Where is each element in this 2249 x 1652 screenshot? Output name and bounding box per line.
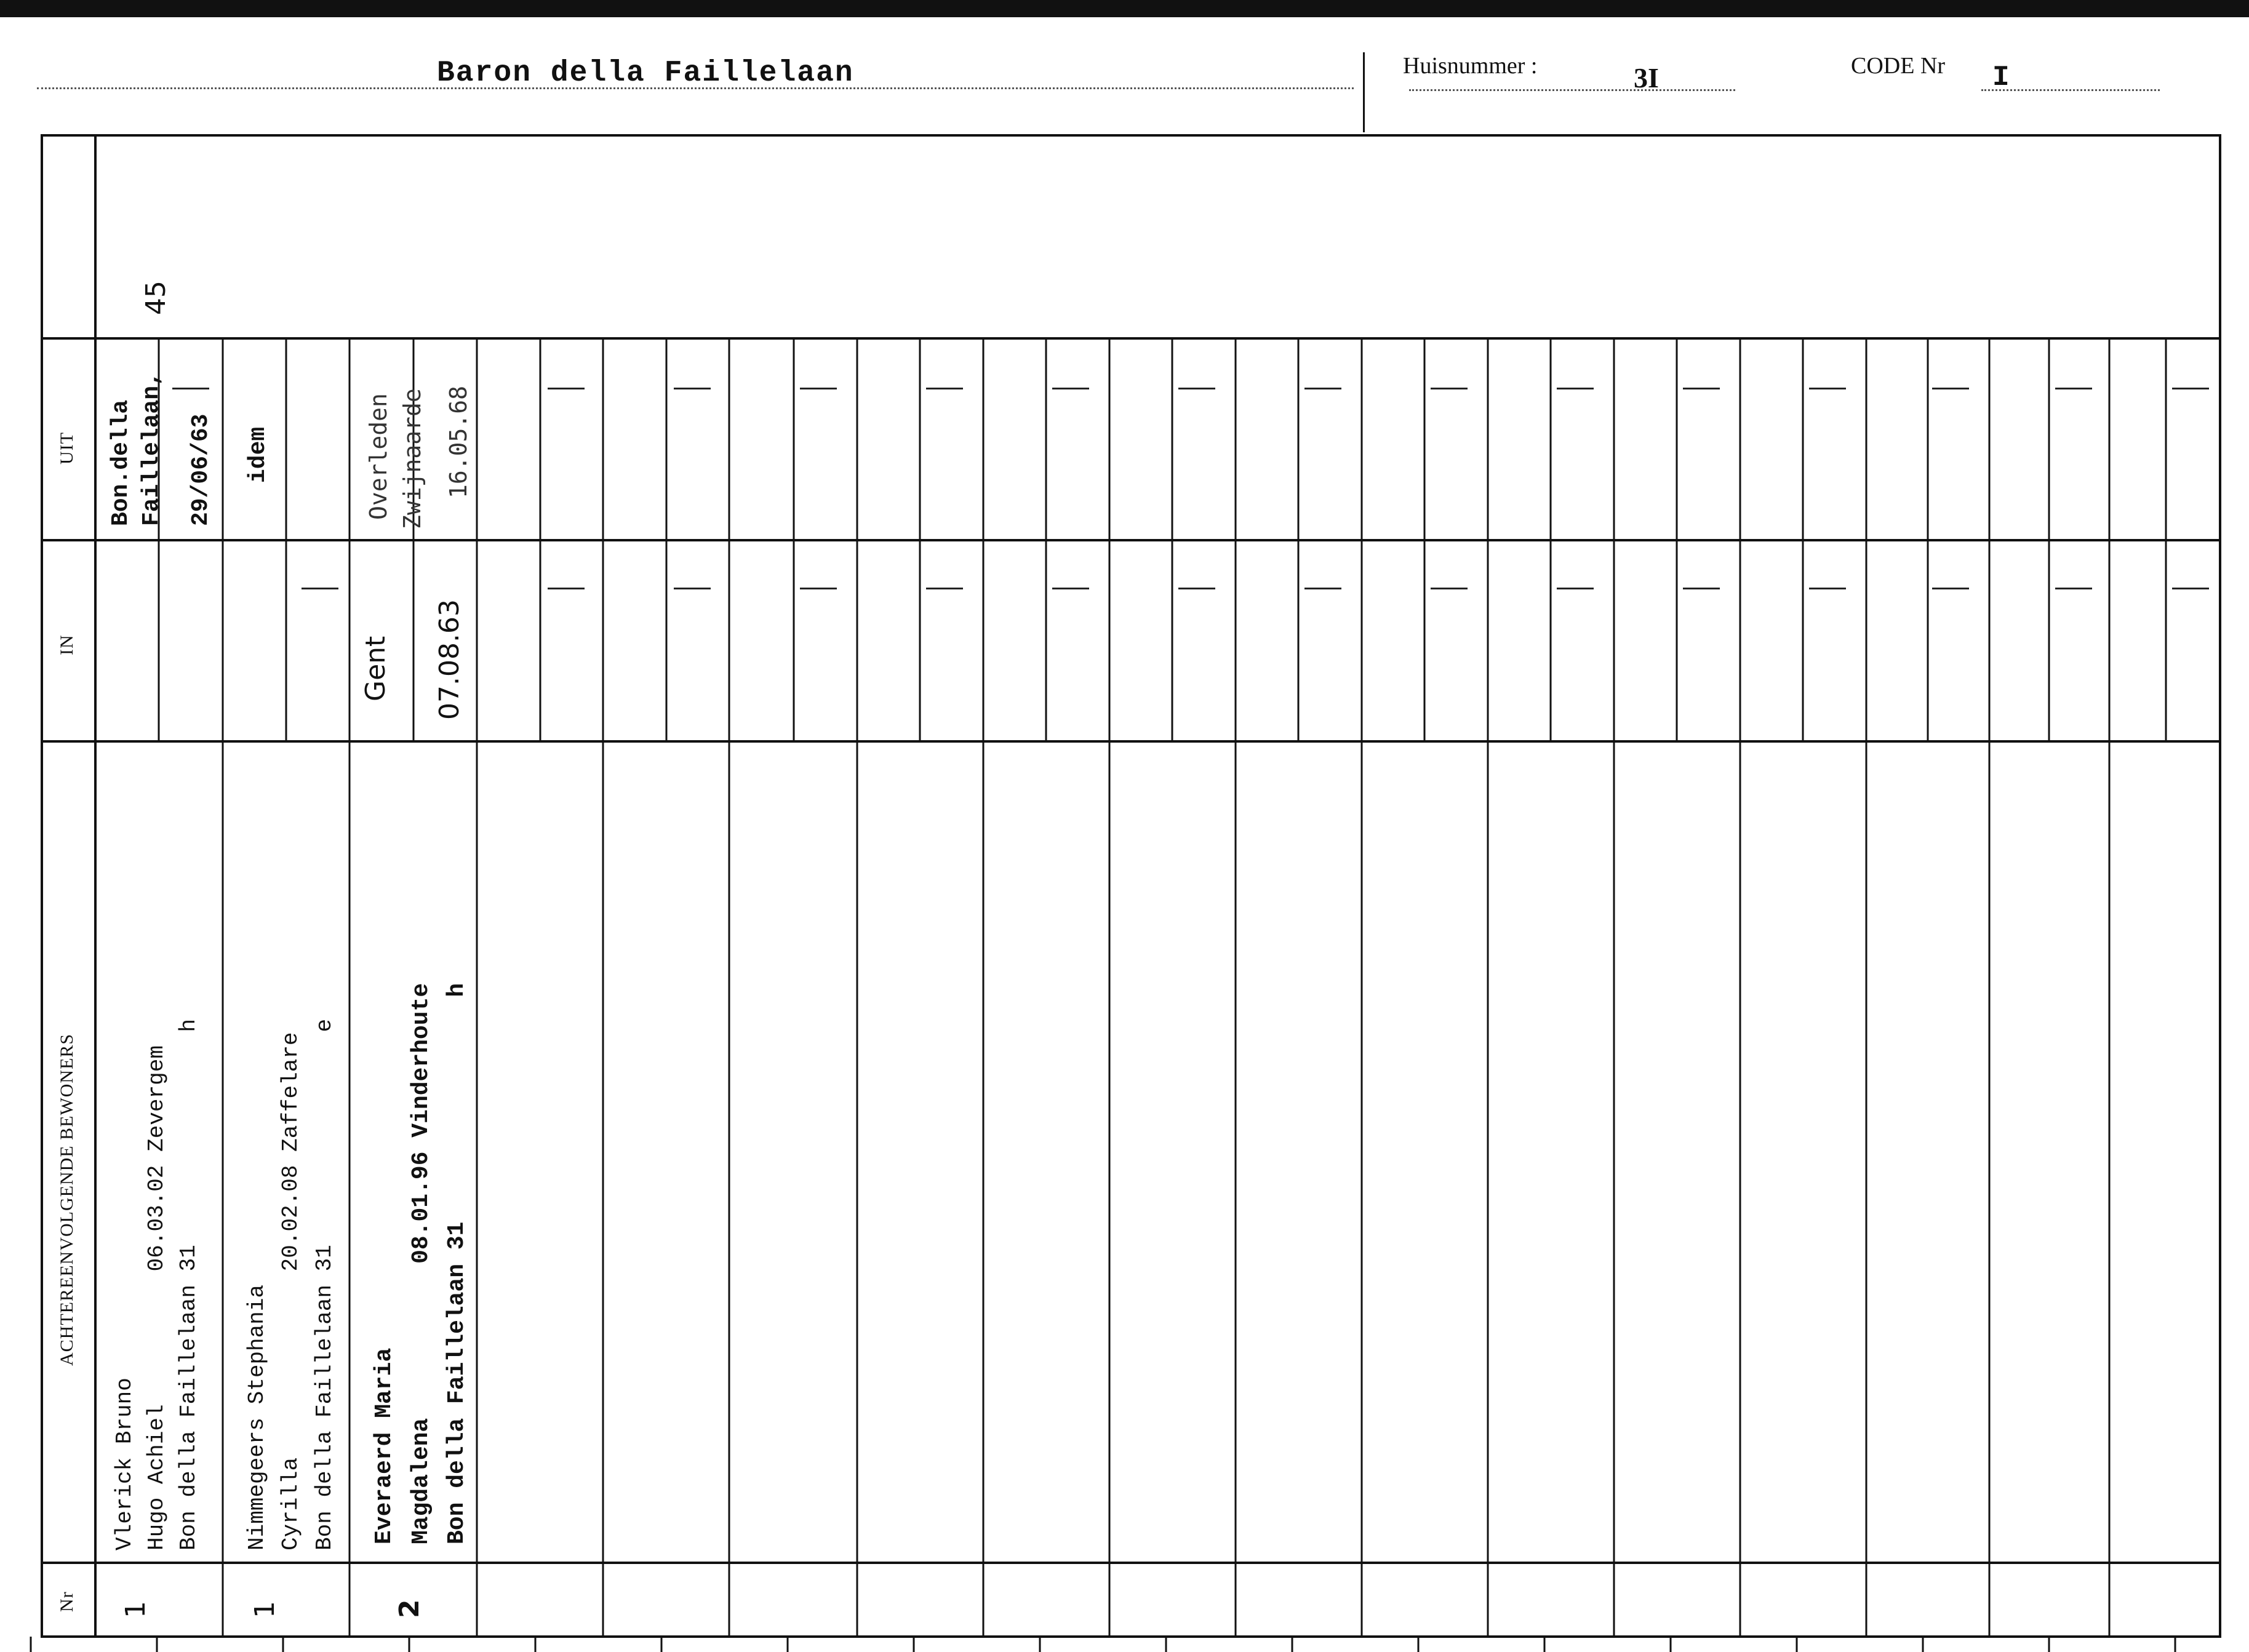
column-label-nr: Nr — [57, 1591, 77, 1612]
empty-cell-dash — [1557, 588, 1594, 589]
empty-cell-dash — [1304, 388, 1341, 389]
house-number-label: Huisnummer : — [1403, 53, 1538, 79]
empty-cell-dash — [1809, 388, 1846, 389]
entry-3-in-line2: 07.08.63 — [434, 599, 465, 720]
code-value: I — [1992, 62, 2010, 94]
empty-cell-dash — [1052, 388, 1089, 389]
empty-cell-dash — [2172, 388, 2209, 389]
entry-3-resident-line2: Magdalena 08.01.96 Vinderhoute — [408, 983, 434, 1544]
empty-cell-dash — [1932, 588, 1969, 589]
empty-cell-dash — [1932, 388, 1969, 389]
column-label-in: IN — [57, 634, 77, 655]
entry-2-resident-line3: Bon della Faillelaan 31 e — [312, 1018, 337, 1550]
entry-3-uit-line1: Overleden — [365, 393, 392, 520]
empty-cell-dash — [1683, 588, 1720, 589]
entry-3-resident-line3: Bon della Faillelaan 31 h — [444, 983, 470, 1544]
entry-2-resident-line2: Cyrilla 20.02.08 Zaffelare — [278, 1032, 303, 1550]
empty-cell-dash — [548, 388, 585, 389]
empty-cell-dash — [2055, 388, 2092, 389]
empty-cell-dash — [548, 588, 585, 589]
entry-2-resident-line1: Nimmegeers Stephania — [244, 1284, 270, 1550]
entry-3-resident-line1: Everaerd Maria — [371, 1347, 397, 1544]
empty-cell-dash — [1683, 388, 1720, 389]
entry-2-nr: 1 — [249, 1601, 281, 1618]
empty-cell-dash — [1052, 588, 1089, 589]
empty-cell-dash — [2055, 588, 2092, 589]
entry-1-resident-line1: Vlerick Bruno — [112, 1378, 137, 1550]
entry-3-in-line1: Gent — [360, 636, 391, 701]
empty-cell-dash — [926, 588, 963, 589]
empty-cell-dash — [1178, 588, 1215, 589]
empty-cell-dash — [1431, 588, 1468, 589]
empty-cell-dash — [674, 388, 711, 389]
empty-cell-dash — [2172, 588, 2209, 589]
empty-cell-dash — [800, 388, 837, 389]
entry-3-nr: 2 — [394, 1599, 425, 1618]
empty-cell-dash — [674, 588, 711, 589]
empty-cell-dash — [1557, 388, 1594, 389]
entry-3-uit-line3: 16.05.68 — [445, 385, 472, 498]
empty-cell-dash — [1809, 588, 1846, 589]
empty-cell-dash — [926, 388, 963, 389]
entry-1-resident-line3: Bon della Faillelaan 31 h — [176, 1018, 201, 1550]
empty-cell-dash — [172, 388, 209, 389]
empty-cell-dash — [1178, 388, 1215, 389]
entry-1-uit-line1: Bon.della — [108, 399, 134, 526]
top-note: 45 — [140, 281, 172, 315]
entry-1-uit-line3: 29/06/63 — [188, 413, 214, 526]
empty-cell-dash — [1304, 588, 1341, 589]
entry-1-nr: 1 — [120, 1601, 151, 1618]
entry-1-uit-line2: Faillelaan, — [138, 372, 165, 526]
entry-2-uit-line1: idem — [245, 426, 271, 483]
code-label: CODE Nr — [1851, 53, 1946, 79]
street-name: Baron della Faillelaan — [437, 57, 854, 90]
column-label-residents: ACHTEREENVOLGENDE BEWONERS — [57, 1033, 77, 1366]
entry-1-resident-line2: Hugo Achiel 06.03.02 Zevergem — [144, 1045, 169, 1550]
empty-cell-dash — [1431, 388, 1468, 389]
empty-cell-dash — [800, 588, 837, 589]
entry-3-uit-line2: Zwijnaarde — [399, 388, 426, 529]
house-number-value: 3I — [1634, 62, 1659, 94]
empty-cell-dash — [302, 588, 338, 589]
column-label-uit: UIT — [57, 432, 77, 465]
